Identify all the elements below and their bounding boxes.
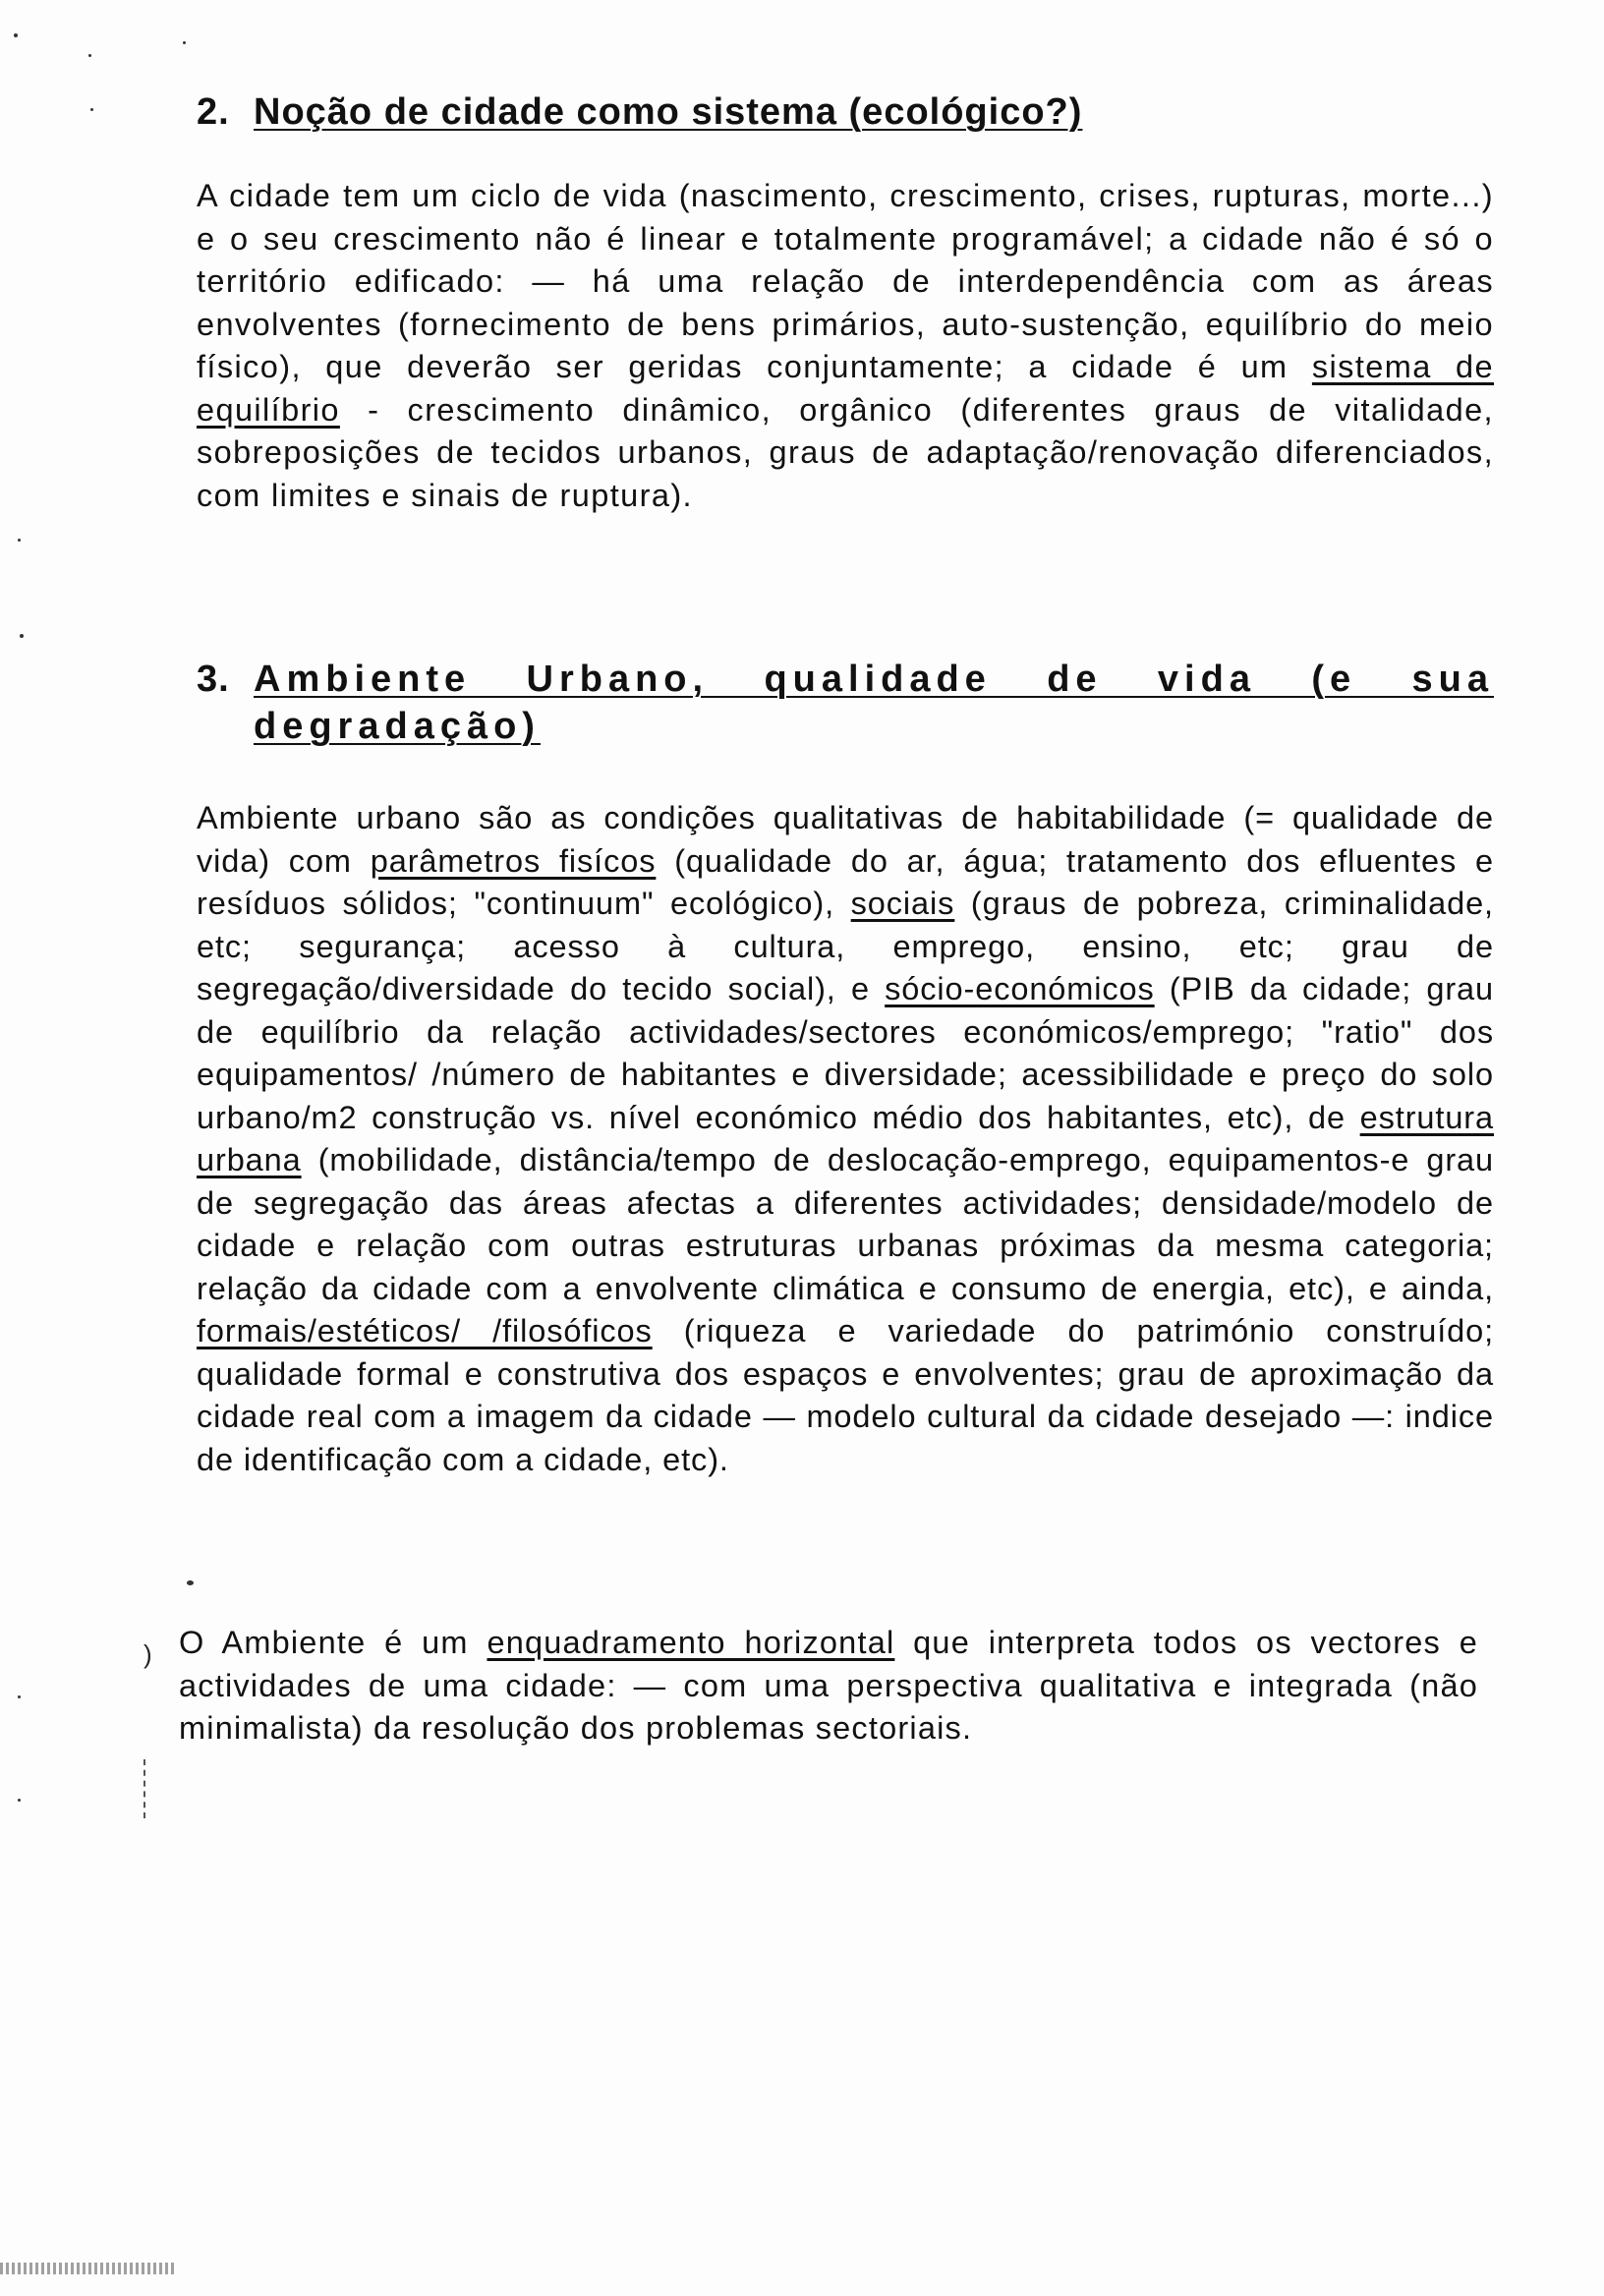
scan-speck — [88, 54, 91, 57]
underlined-term: enquadramento horizontal — [487, 1625, 895, 1660]
underlined-term: sociais — [850, 886, 955, 921]
underlined-term: parâmetros fisícos — [370, 842, 657, 879]
text-run: O Ambiente é um — [179, 1625, 487, 1660]
underlined-term: estrutura urbana — [197, 1099, 1494, 1177]
scan-speck — [18, 539, 21, 542]
scan-speck — [187, 1580, 194, 1585]
closing-section — [179, 1622, 1478, 1751]
text-run: - crescimento dinâmico, orgânico (diferentes graus de vitalidade, sobreposições de tecidos urbanos, graus de adaptação/renovação diferenciados, com limites e sinais de ruptura). — [197, 391, 1494, 513]
scan-speck — [18, 1695, 21, 1698]
scan-speck — [90, 108, 93, 111]
text-run: A cidade tem um ciclo de vida (nascimento, crescimento, crises, rupturas, morte...) e o seu crescimento não é linear e totalmente programável; a cidade não é só o território edificado: — há uma relação de interdependência com as áreas envolventes (fornecimento de bens primários, auto-sustenção, equilíbrio do meio físico), que deverão ser geridas conjuntamente; a cidade é um — [197, 178, 1494, 384]
scan-speck — [18, 1799, 21, 1802]
text-run: Ambiente urbano são as condições qualitativas de habitabilidade (= qualidade de vida) com — [197, 800, 1494, 879]
section-2 — [197, 88, 1494, 517]
section-3-title: Ambiente Urbano, qualidade de vida (e sua degradação) — [254, 659, 1494, 747]
text-run: que interpreta todos os vectores e actividades de uma cidade: — com uma perspectiva qualitativa e integrada (não minimalista) da resolução dos problemas sectoriais. — [179, 1625, 1478, 1746]
section-2-title: Noção de cidade como sistema (ecológico?) — [254, 91, 1083, 133]
scan-speck — [20, 634, 24, 638]
section-3 — [197, 656, 1494, 1481]
scan-speck — [183, 41, 186, 44]
text-run: (riqueza e variedade do património construído; qualidade formal e construtiva dos espaços e envolventes; grau de aproximação da cidade real com a imagem da cidade — modelo cultural da cidade desejado —: indice de identificação com a cidade, etc). — [197, 1313, 1494, 1477]
bracket-mark: ) — [143, 1639, 152, 1669]
scan-speck — [14, 33, 18, 37]
text-run: (PIB da cidade; grau de equilíbrio da relação actividades/sectores económicos/emprego; "ratio" dos equipamentos/ /número de habitantes e diversidade; acessibilidade e preço do solo urbano/m2 construção vs. nível económico médio dos habitantes, etc), de — [197, 971, 1494, 1135]
underlined-term: formais/estéticos/ /filosóficos — [197, 1313, 653, 1349]
section-3-paragraph — [197, 797, 1494, 1481]
section-2-number: 2. — [197, 91, 230, 133]
section-3-heading — [197, 656, 1494, 750]
text-run: (mobilidade, distância/tempo de deslocação-emprego, equipamentos-e grau de segregação das áreas afectas a diferentes actividades; densidade/modelo de cidade e relação com outras estruturas urbanas próximas da mesma categoria; relação da cidade com a envolvente climática e consumo de energia, etc), e ainda, — [197, 1142, 1494, 1306]
section-3-number: 3. — [197, 659, 230, 700]
closing-paragraph — [179, 1622, 1478, 1751]
scan-noise — [0, 2263, 177, 2274]
section-2-paragraph — [197, 175, 1494, 517]
section-2-heading — [197, 88, 1494, 136]
underlined-term: sistema de equilíbrio — [197, 349, 1494, 428]
text-run: (qualidade do ar, água; tratamento dos efluentes e resíduos sólidos; "continuum" ecológico), — [197, 842, 1494, 921]
underlined-term: sócio-económicos — [885, 971, 1155, 1006]
scan-dashes — [143, 1759, 147, 1818]
text-run: (graus de pobreza, criminalidade, etc; segurança; acesso à cultura, emprego, ensino, etc; grau de segregação/diversidade do tecido social), e — [197, 886, 1494, 1006]
